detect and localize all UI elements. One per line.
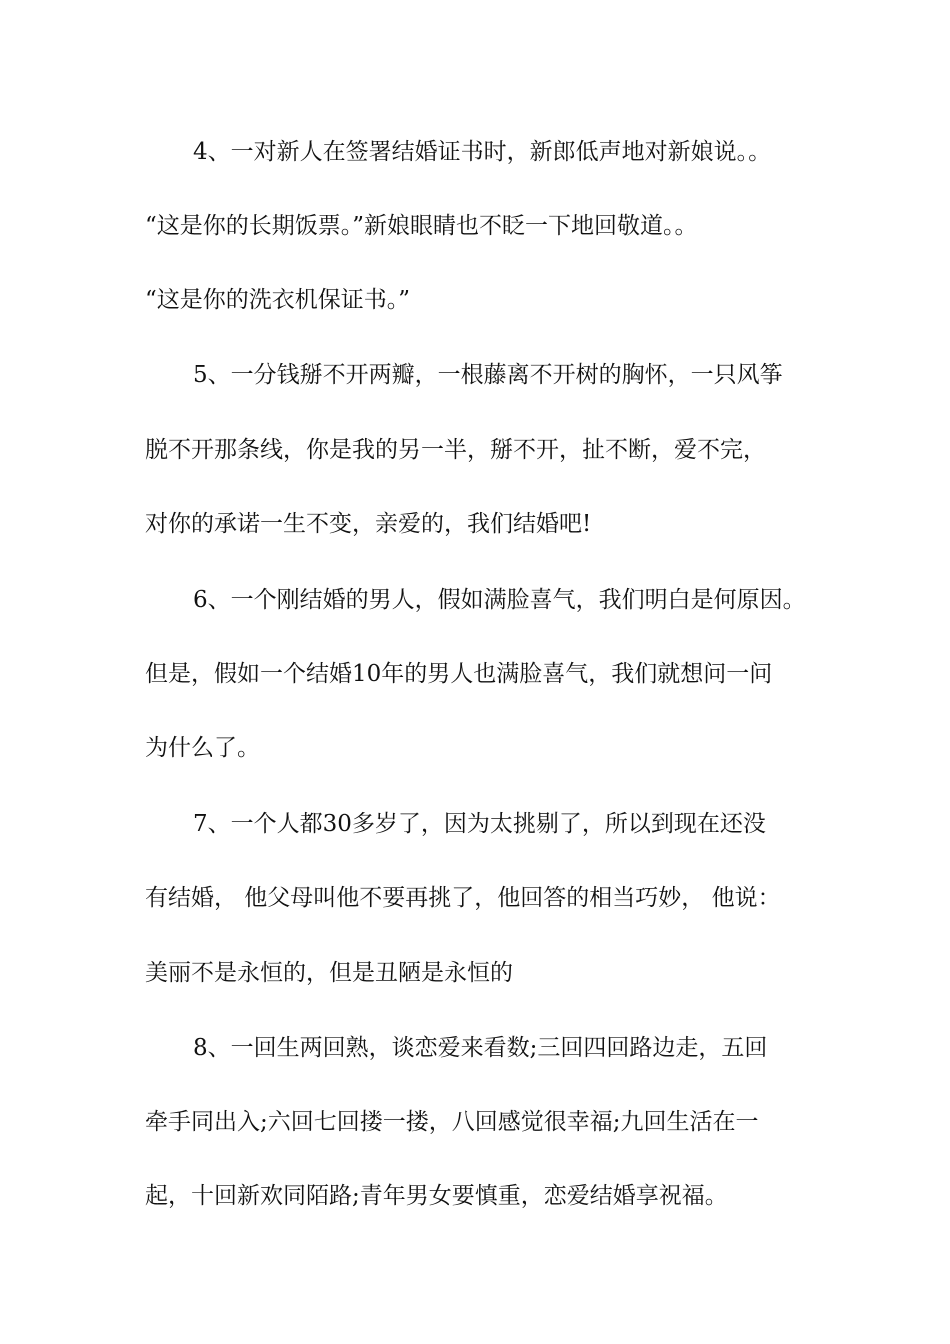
paragraph-8-line-3: 起，十回新欢同陌路;青年男女要慎重，恋爱结婚享祝福。 xyxy=(145,1183,728,1209)
paragraph-8-line-1: 8、一回生两回熟，谈恋爱来看数;三回四回路边走，五回 xyxy=(193,1035,768,1061)
paragraph-6-line-2: 但是，假如一个结婚10年的男人也满脸喜气，我们就想问一问 xyxy=(145,661,773,687)
paragraph-8-line-2: 牵手同出入;六回七回搂一搂，八回感觉很幸福;九回生活在一 xyxy=(145,1109,759,1135)
paragraph-5-line-2: 脱不开那条线，你是我的另一半，掰不开，扯不断，爱不完， xyxy=(145,437,766,463)
paragraph-6-line-3: 为什么了。 xyxy=(145,735,260,761)
paragraph-5-line-1: 5、一分钱掰不开两瓣，一根藤离不开树的胸怀，一只风筝 xyxy=(193,362,783,388)
paragraph-7-line-2: 有结婚， 他父母叫他不要再挑了，他回答的相当巧妙， 他说： xyxy=(145,885,781,911)
paragraph-4-line-2: “这是你的长期饭票。”新娘眼睛也不眨一下地回敬道。。 xyxy=(145,213,698,239)
paragraph-5-line-3: 对你的承诺一生不变，亲爱的，我们结婚吧! xyxy=(145,511,592,537)
paragraph-7-line-3: 美丽不是永恒的，但是丑陋是永恒的 xyxy=(145,960,513,986)
paragraph-4-line-3: “这是你的洗衣机保证书。” xyxy=(145,287,411,313)
paragraph-6-line-1: 6、一个刚结婚的男人，假如满脸喜气，我们明白是何原因。 xyxy=(193,587,806,613)
paragraph-7-line-1: 7、一个人都30多岁了，因为太挑剔了，所以到现在还没 xyxy=(193,811,766,837)
paragraph-4-line-1: 4、一对新人在签署结婚证书时，新郎低声地对新娘说。。 xyxy=(193,139,772,165)
